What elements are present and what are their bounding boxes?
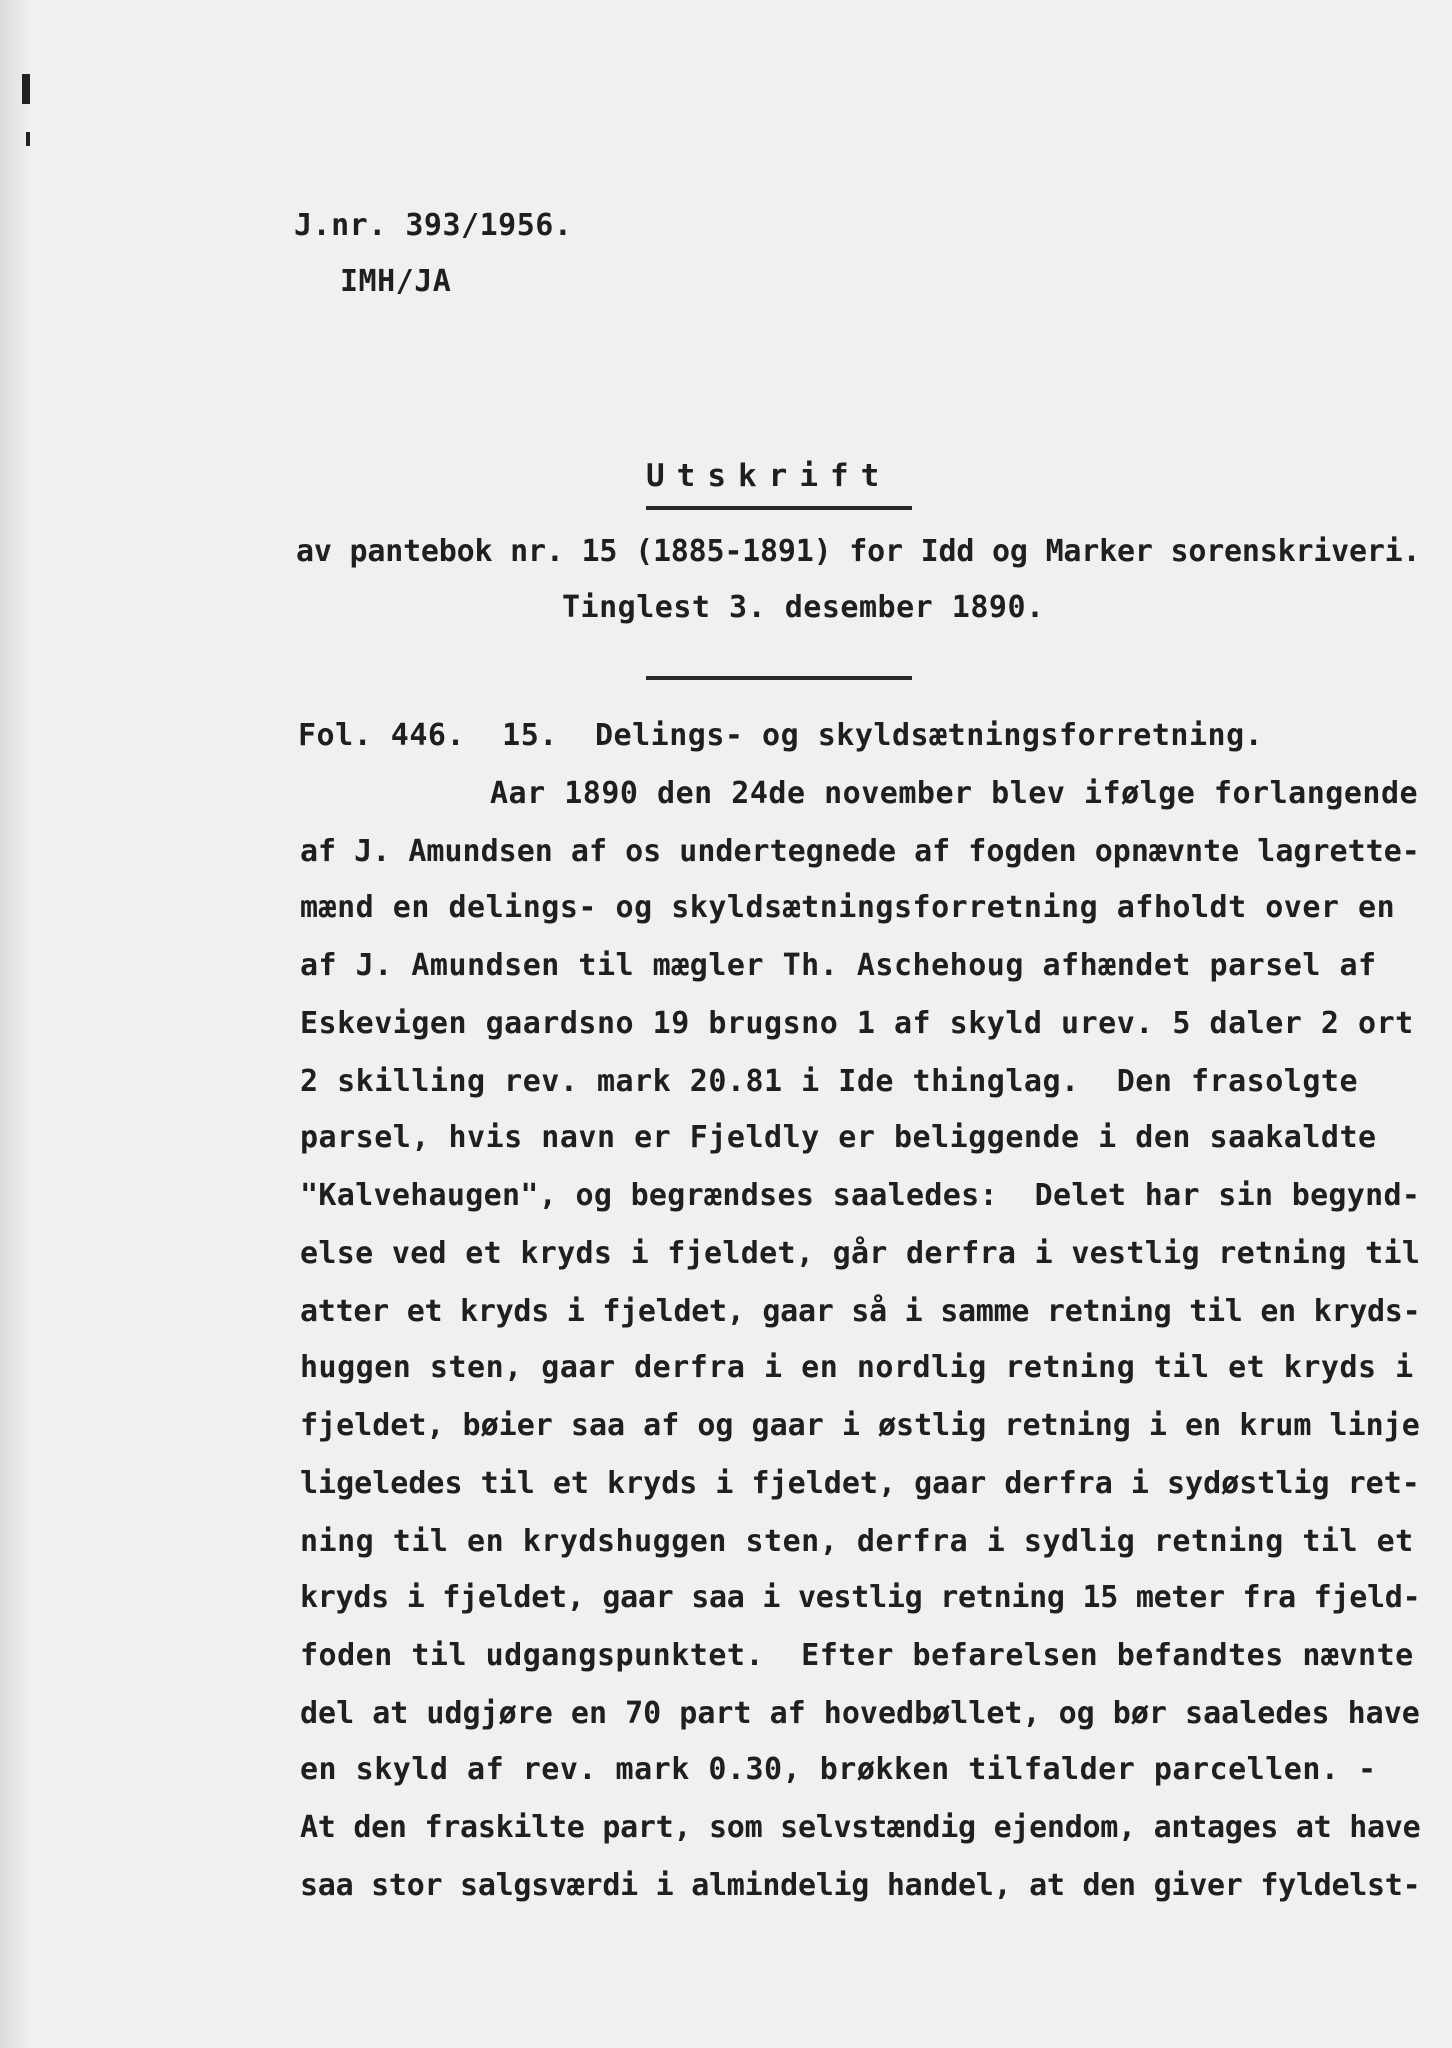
journal-number: J.nr. 393/1956. <box>294 208 573 243</box>
body-line: mænd en delings- og skyldsætningsforretning afholdt over en <box>300 890 1396 925</box>
separator-rule <box>646 676 912 680</box>
scan-edge-mark-small <box>26 132 30 146</box>
initials: IMH/JA <box>340 264 452 299</box>
body-line: Aar 1890 den 24de november blev ifølge forlangende <box>490 776 1419 811</box>
body-line: ligeledes til et kryds i fjeldet, gaar derfra i sydøstlig ret- <box>300 1466 1420 1501</box>
body-line: huggen sten, gaar derfra i en nordlig retning til et kryds i <box>300 1350 1414 1385</box>
entry-heading: Fol. 446. 15. Delings- og skyldsætningsforretning. <box>298 718 1264 753</box>
document-subtitle: av pantebok nr. 15 (1885-1891) for Idd og Marker sorenskriveri. <box>296 534 1421 569</box>
body-line: af J. Amundsen af os undertegnede af fogden opnævnte lagrette- <box>300 834 1420 869</box>
body-line: Eskevigen gaardsno 19 brugsno 1 af skyld urev. 5 daler 2 ort <box>300 1006 1414 1041</box>
body-line: ning til en krydshuggen sten, derfra i sydlig retning til et <box>300 1524 1414 1559</box>
body-line: kryds i fjeldet, gaar saa i vestlig retning 15 meter fra fjeld- <box>300 1580 1421 1615</box>
body-line: parsel, hvis navn er Fjeldly er beliggende i den saakaldte <box>300 1120 1377 1155</box>
document-title: Utskrift <box>646 458 892 494</box>
body-line: else ved et kryds i fjeldet, går derfra i vestlig retning til <box>300 1236 1421 1271</box>
body-line: atter et kryds i fjeldet, gaar så i samme retning til en kryds- <box>300 1294 1421 1329</box>
body-line: del at udgjøre en 70 part af hovedbøllet, og bør saaledes have <box>300 1696 1420 1731</box>
scan-edge-shadow <box>0 0 30 2048</box>
registration-date: Tinglest 3. desember 1890. <box>562 590 1045 625</box>
body-line: "Kalvehaugen", og begrændses saaledes: Delet har sin begynd- <box>300 1178 1421 1213</box>
body-line: 2 skilling rev. mark 20.81 i Ide thinglag. Den frasolgte <box>300 1064 1359 1099</box>
body-line: At den fraskilte part, som selvstændig ejendom, antages at have <box>300 1810 1421 1845</box>
body-line: fjeldet, bøier saa af og gaar i østlig retning i en krum linje <box>300 1408 1420 1443</box>
body-line: foden til udgangspunktet. Efter befarelsen befandtes nævnte <box>300 1638 1414 1673</box>
body-line: saa stor salgsværdi i almindelig handel, at den giver fyldelst- <box>300 1868 1421 1903</box>
body-line: en skyld af rev. mark 0.30, brøkken tilfalder parcellen. - <box>300 1752 1377 1787</box>
scan-edge-mark <box>22 74 30 104</box>
title-underline <box>646 506 912 510</box>
body-line: af J. Amundsen til mægler Th. Aschehoug afhændet parsel af <box>300 948 1377 983</box>
